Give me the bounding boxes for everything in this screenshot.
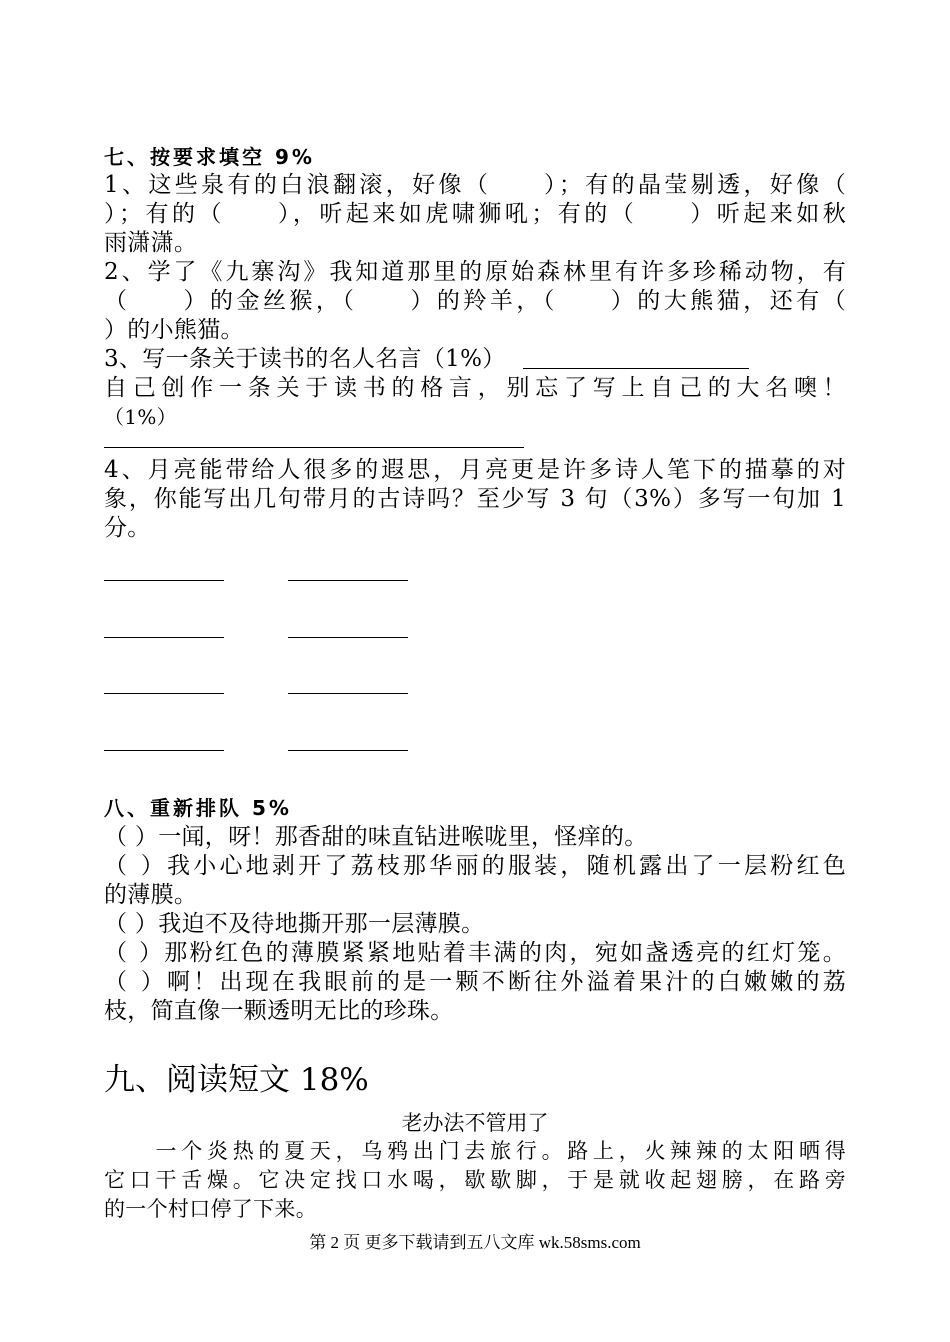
section7-heading: 七、按要求填空 9% bbox=[104, 145, 315, 169]
q3-prompt: 3、写一条关于读书的名人名言（1%） bbox=[104, 346, 506, 372]
poem-blank[interactable] bbox=[288, 637, 408, 638]
story-line: 它口干舌燥。它决定找口水喝，歇歇脚，于是就收起翅膀，在路旁 bbox=[104, 1168, 846, 1192]
order-item: （ ）我小心地剥开了荔枝那华丽的服装，随机露出了一层粉红色 bbox=[104, 853, 846, 879]
q1-line2: ）；有的（ ），听起来如虎啸狮吼；有的（ ）听起来如秋 bbox=[104, 201, 846, 227]
order-item: 枝，简直像一颗透明无比的珍珠。 bbox=[104, 998, 454, 1024]
poem-blank[interactable] bbox=[288, 693, 408, 694]
story-line: 一个炎热的夏天，乌鸦出门去旅行。路上，火辣辣的太阳晒得 bbox=[104, 1139, 846, 1163]
story-title: 老办法不管用了 bbox=[401, 1111, 549, 1135]
q4-line3: 分。 bbox=[104, 515, 151, 541]
order-item: 的薄膜。 bbox=[104, 882, 198, 908]
poem-blank[interactable] bbox=[104, 580, 224, 581]
q3-line3: （1%） bbox=[104, 405, 177, 429]
q3-line2: 自己创作一条关于读书的格言，别忘了写上自己的大名噢！ bbox=[104, 375, 846, 401]
poem-blank[interactable] bbox=[104, 750, 224, 751]
order-item: （ ）我迫不及待地撕开那一层薄膜。 bbox=[104, 911, 485, 937]
q3-answer-blank[interactable] bbox=[523, 346, 749, 369]
section8-heading: 八、重新排队 5% bbox=[104, 796, 292, 820]
order-item: （ ）一闻，呀！那香甜的味直钻进喉咙里，怪痒的。 bbox=[104, 824, 648, 850]
poem-blank[interactable] bbox=[288, 580, 408, 581]
q2-line3: ）的小熊猫。 bbox=[104, 317, 244, 343]
page-footer: 第 2 页 更多下载请到五八文库 wk.58sms.com bbox=[309, 1233, 641, 1252]
q4-line2: 象，你能写出几句带月的古诗吗？至少写 3 句（3%）多写一句加 1 bbox=[104, 486, 846, 512]
q1-line1: 1、这些泉有的白浪翻滚，好像（ ）；有的晶莹剔透，好像（ bbox=[104, 172, 846, 198]
story-line: 的一个村口停了下来。 bbox=[104, 1197, 317, 1221]
poem-blank[interactable] bbox=[104, 693, 224, 694]
q3-motto-blank[interactable] bbox=[104, 447, 524, 448]
order-item: （ ）那粉红色的薄膜紧紧地贴着丰满的肉，宛如盏透亮的红灯笼。 bbox=[104, 940, 846, 966]
q2-line1: 2、学了《九寨沟》我知道那里的原始森林里有许多珍稀动物，有 bbox=[104, 259, 846, 285]
q4-line1: 4、月亮能带给人很多的遐思，月亮更是许多诗人笔下的描摹的对 bbox=[104, 457, 846, 483]
order-item: （ ）啊！出现在我眼前的是一颗不断往外溢着果汁的白嫩嫩的荔 bbox=[104, 969, 846, 995]
poem-blank[interactable] bbox=[288, 750, 408, 751]
section9-heading: 九、阅读短文 18% bbox=[104, 1062, 369, 1098]
poem-blank[interactable] bbox=[104, 637, 224, 638]
q1-line3: 雨潇潇。 bbox=[104, 230, 198, 256]
q3-line1 bbox=[104, 345, 846, 374]
q2-line2: （ ）的金丝猴，（ ）的羚羊，（ ）的大熊猫，还有（ bbox=[104, 288, 846, 314]
